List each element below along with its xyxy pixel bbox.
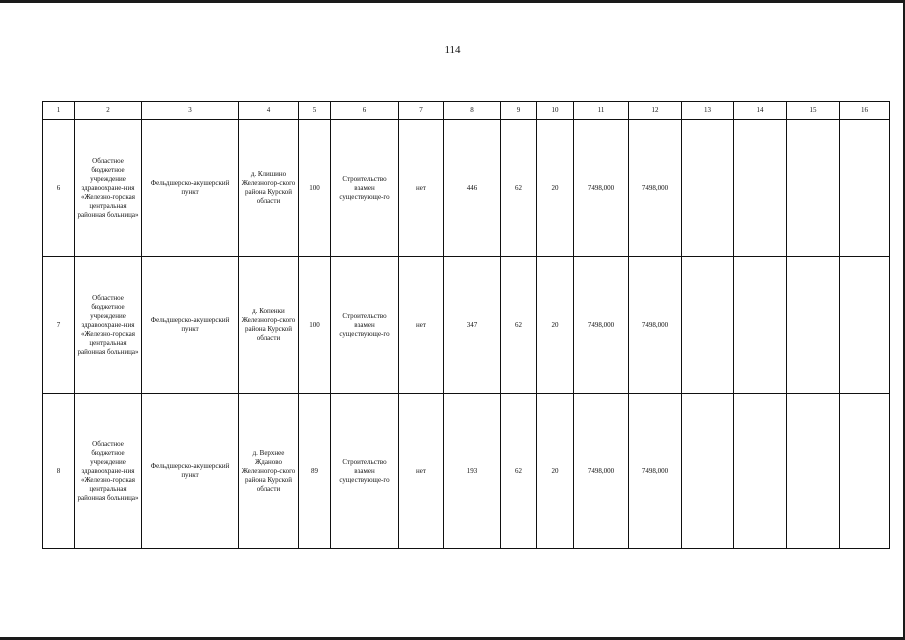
header-cell: 6 xyxy=(331,102,399,120)
table-cell: Фельдшерско-акушерский пункт xyxy=(142,120,239,257)
table-cell: 7498,000 xyxy=(629,120,682,257)
table-cell: Строительство взамен существующе-го xyxy=(331,257,399,394)
table-cell xyxy=(840,394,890,549)
header-cell: 1 xyxy=(43,102,75,120)
table-cell: 89 xyxy=(299,394,331,549)
header-cell: 16 xyxy=(840,102,890,120)
header-cell: 4 xyxy=(239,102,299,120)
table-row xyxy=(43,120,890,257)
table-cell xyxy=(734,394,787,549)
page-number: 114 xyxy=(444,44,461,56)
table-cell: 100 xyxy=(299,120,331,257)
table-cell: 20 xyxy=(537,394,574,549)
table-cell xyxy=(682,257,734,394)
table-cell: Фельдшерско-акушерский пункт xyxy=(142,257,239,394)
table-cell: 7498,000 xyxy=(574,394,629,549)
table-cell: 8 xyxy=(43,394,75,549)
header-cell: 12 xyxy=(629,102,682,120)
table-cell xyxy=(682,120,734,257)
table-cell: Фельдшерско-акушерский пункт xyxy=(142,394,239,549)
table-cell xyxy=(787,120,840,257)
header-cell: 3 xyxy=(142,102,239,120)
table-cell: Областное бюджетное учреждение здравоохране-ния «Железно-горская центральная районная больница» xyxy=(75,120,142,257)
header-cell: 5 xyxy=(299,102,331,120)
table-cell: 100 xyxy=(299,257,331,394)
header-cell: 9 xyxy=(501,102,537,120)
table-cell: 62 xyxy=(501,257,537,394)
table-row xyxy=(43,394,890,549)
header-row xyxy=(43,102,890,120)
table-cell: д. Клишино Железногор-ского района Курской области xyxy=(239,120,299,257)
header-cell: 15 xyxy=(787,102,840,120)
scan-edge-top xyxy=(0,0,905,3)
table-cell: 6 xyxy=(43,120,75,257)
table-cell: 446 xyxy=(444,120,501,257)
table-cell xyxy=(787,257,840,394)
header-cell: 11 xyxy=(574,102,629,120)
table-cell: нет xyxy=(399,257,444,394)
table-cell: 7 xyxy=(43,257,75,394)
table-cell: 7498,000 xyxy=(574,257,629,394)
header-cell: 7 xyxy=(399,102,444,120)
table-cell: 62 xyxy=(501,120,537,257)
table-body xyxy=(43,102,890,549)
table-cell: Строительство взамен существующе-го xyxy=(331,394,399,549)
table-cell xyxy=(787,394,840,549)
table-cell: 20 xyxy=(537,120,574,257)
table-cell: 62 xyxy=(501,394,537,549)
table-cell: Областное бюджетное учреждение здравоохране-ния «Железно-горская центральная районная больница» xyxy=(75,257,142,394)
header-cell: 8 xyxy=(444,102,501,120)
table-cell: д. Верхнее Жданово Железногор-ского района Курской области xyxy=(239,394,299,549)
table-row xyxy=(43,257,890,394)
table-cell: Областное бюджетное учреждение здравоохране-ния «Железно-горская центральная районная больница» xyxy=(75,394,142,549)
table-cell xyxy=(734,257,787,394)
table-cell: 193 xyxy=(444,394,501,549)
data-table xyxy=(42,101,890,549)
table-cell: д. Копенки Железногор-ского района Курской области xyxy=(239,257,299,394)
table-cell: 7498,000 xyxy=(629,394,682,549)
table-cell xyxy=(840,120,890,257)
table-cell: нет xyxy=(399,394,444,549)
table-cell xyxy=(682,394,734,549)
header-cell: 10 xyxy=(537,102,574,120)
header-cell: 2 xyxy=(75,102,142,120)
header-cell: 14 xyxy=(734,102,787,120)
table-cell: 20 xyxy=(537,257,574,394)
table-cell xyxy=(840,257,890,394)
table-cell: 347 xyxy=(444,257,501,394)
table-cell: 7498,000 xyxy=(574,120,629,257)
table-cell: 7498,000 xyxy=(629,257,682,394)
table-cell: Строительство взамен существующе-го xyxy=(331,120,399,257)
table-cell: нет xyxy=(399,120,444,257)
table-cell xyxy=(734,120,787,257)
header-cell: 13 xyxy=(682,102,734,120)
